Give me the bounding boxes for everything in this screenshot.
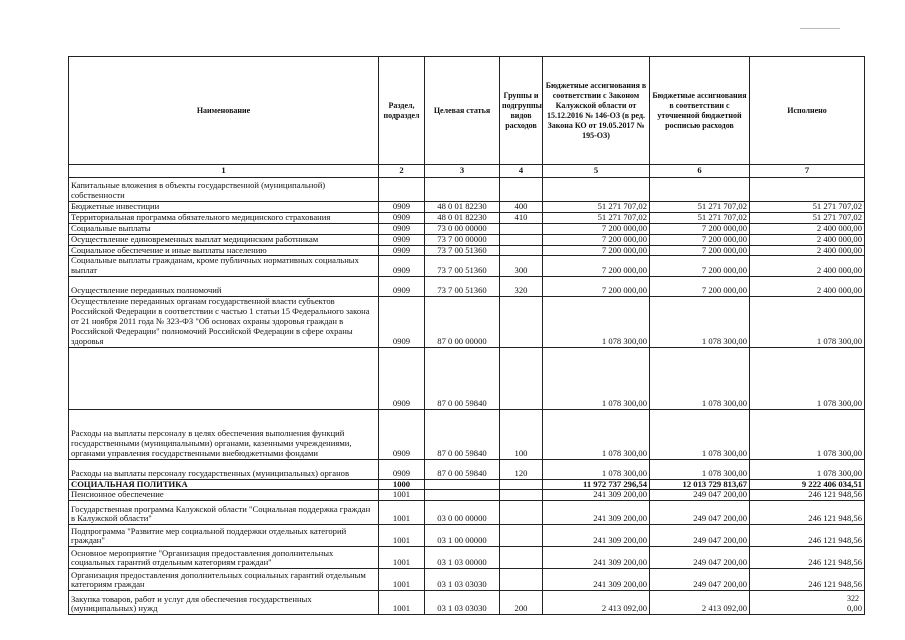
cell-name: Социальные выплаты	[69, 223, 379, 234]
cell-executed: 51 271 707,02	[750, 212, 865, 223]
cell-executed: 1 078 300,00	[750, 347, 865, 409]
cell-name: Основное мероприятие "Организация предоставления дополнительных социальных гарантий отдельным категориям граждан"	[69, 547, 379, 569]
cell-section: 0909	[379, 202, 425, 213]
budget-table	[68, 56, 865, 615]
cell-executed: 1 078 300,00	[750, 297, 865, 347]
cell-assign-refined: 7 200 000,00	[650, 277, 750, 297]
cell-target: 73 7 00 51360	[425, 245, 500, 256]
cell-section: 1001	[379, 569, 425, 591]
table-row	[69, 178, 865, 202]
cell-executed: 2 400 000,00	[750, 277, 865, 297]
cell-assign-law: 241 309 200,00	[543, 525, 650, 547]
cell-target: 03 1 03 00000	[425, 547, 500, 569]
cell-assign-refined: 1 078 300,00	[650, 409, 750, 459]
cell-assign-law: 2 413 092,00	[543, 591, 650, 615]
cell-assign-law: 7 200 000,00	[543, 223, 650, 234]
table-row	[69, 547, 865, 569]
cell-section: 0909	[379, 409, 425, 459]
cell-executed: 246 121 948,56	[750, 525, 865, 547]
table-row	[69, 256, 865, 277]
cell-name	[69, 347, 379, 409]
col-number: 7	[750, 165, 865, 178]
cell-section: 1001	[379, 490, 425, 501]
cell-group	[500, 525, 543, 547]
cell-target: 87 0 00 59840	[425, 459, 500, 479]
cell-group	[500, 547, 543, 569]
cell-target: 03 1 03 03030	[425, 569, 500, 591]
cell-assign-law: 1 078 300,00	[543, 297, 650, 347]
col-number: 3	[425, 165, 500, 178]
cell-target: 48 0 01 82230	[425, 202, 500, 213]
table-row	[69, 245, 865, 256]
cell-assign-law: 241 309 200,00	[543, 490, 650, 501]
cell-assign-law: 51 271 707,02	[543, 202, 650, 213]
cell-section: 1001	[379, 547, 425, 569]
cell-group	[500, 234, 543, 245]
cell-target: 03 1 00 00000	[425, 525, 500, 547]
cell-executed: 2 400 000,00	[750, 256, 865, 277]
col-header-assign-law: Бюджетные ассигнования в соответствии с Законом Калужской области от 15.12.2016 № 146-ОЗ (в ред. Закона КО от 19.05.2017 № 195-ОЗ)	[543, 57, 650, 165]
cell-group: 410	[500, 212, 543, 223]
cell-assign-law: 51 271 707,02	[543, 212, 650, 223]
cell-group: 400	[500, 202, 543, 213]
cell-executed: 9 222 406 034,51	[750, 479, 865, 490]
cell-assign-refined: 2 413 092,00	[650, 591, 750, 615]
cell-section: 0909	[379, 459, 425, 479]
cell-group: 320	[500, 277, 543, 297]
cell-target: 73 7 00 51360	[425, 277, 500, 297]
cell-assign-refined: 51 271 707,02	[650, 212, 750, 223]
cell-target: 87 0 00 00000	[425, 297, 500, 347]
table-row	[69, 202, 865, 213]
cell-assign-refined: 7 200 000,00	[650, 223, 750, 234]
cell-name: Осуществление переданных полномочий	[69, 277, 379, 297]
column-number-row	[69, 165, 865, 178]
cell-name: Капитальные вложения в объекты государственной (муниципальной) собственности	[69, 178, 379, 202]
cell-group	[500, 569, 543, 591]
cell-group	[500, 223, 543, 234]
cell-executed: 2 400 000,00	[750, 223, 865, 234]
cell-assign-refined: 249 047 200,00	[650, 490, 750, 501]
table-row	[69, 591, 865, 615]
table-row	[69, 459, 865, 479]
cell-assign-law: 7 200 000,00	[543, 234, 650, 245]
cell-group	[500, 501, 543, 525]
cell-assign-refined	[650, 178, 750, 202]
cell-name: Бюджетные инвестиции	[69, 202, 379, 213]
col-header-assign-refined: Бюджетные ассигнования в соответствии с уточненной бюджетной росписью расходов	[650, 57, 750, 165]
cell-executed: 51 271 707,02	[750, 202, 865, 213]
cell-assign-refined: 1 078 300,00	[650, 347, 750, 409]
cell-name: Осуществление переданных органам государственной власти субъектов Российской Федерации в соответствии с частью 1 статьи 15 Федерального закона от 21 ноября 2011 года № 323-ФЗ "Об основах охраны здоровья граждан в Российской Федерации" полномочий Российской Федерации в сфере охраны здоровья	[69, 297, 379, 347]
table-row	[69, 212, 865, 223]
table-row	[69, 501, 865, 525]
table-row	[69, 347, 865, 409]
cell-name: Расходы на выплаты персоналу государственных (муниципальных) органов	[69, 459, 379, 479]
cell-assign-refined: 249 047 200,00	[650, 501, 750, 525]
cell-name: Государственная программа Калужской области "Социальная поддержка граждан в Калужской области"	[69, 501, 379, 525]
cell-executed: 2 400 000,00	[750, 245, 865, 256]
cell-target	[425, 490, 500, 501]
cell-group: 100	[500, 409, 543, 459]
cell-executed: 0,00	[750, 591, 865, 615]
cell-section: 0909	[379, 347, 425, 409]
col-number: 2	[379, 165, 425, 178]
col-header-executed: Исполнено	[750, 57, 865, 165]
scan-mark	[800, 28, 840, 29]
cell-target	[425, 178, 500, 202]
cell-executed: 1 078 300,00	[750, 459, 865, 479]
cell-assign-refined: 1 078 300,00	[650, 459, 750, 479]
cell-name: Осуществление единовременных выплат медицинским работникам	[69, 234, 379, 245]
table-row	[69, 490, 865, 501]
cell-assign-refined: 7 200 000,00	[650, 256, 750, 277]
cell-section: 0909	[379, 277, 425, 297]
cell-executed: 2 400 000,00	[750, 234, 865, 245]
cell-name: Социальные выплаты гражданам, кроме публичных нормативных социальных выплат	[69, 256, 379, 277]
cell-target: 73 7 00 51360	[425, 256, 500, 277]
cell-assign-law: 241 309 200,00	[543, 501, 650, 525]
cell-assign-law	[543, 178, 650, 202]
col-header-name: Наименование	[69, 57, 379, 165]
cell-name: Организация предоставления дополнительных социальных гарантий отдельным категориям граждан	[69, 569, 379, 591]
cell-section: 0909	[379, 234, 425, 245]
cell-section: 1001	[379, 501, 425, 525]
cell-assign-law: 11 972 737 296,54	[543, 479, 650, 490]
table-row	[69, 277, 865, 297]
cell-name: Расходы на выплаты персоналу в целях обеспечения выполнения функций государственными (муниципальными) органами, казенными учреждениями, органами управления государственными внебюджетными фондами	[69, 409, 379, 459]
cell-group: 300	[500, 256, 543, 277]
cell-assign-refined: 7 200 000,00	[650, 234, 750, 245]
col-number: 5	[543, 165, 650, 178]
cell-assign-law: 1 078 300,00	[543, 409, 650, 459]
cell-group	[500, 178, 543, 202]
cell-group	[500, 297, 543, 347]
col-header-groups: Группы и подгруппы видов расходов	[500, 57, 543, 165]
header-row	[69, 57, 865, 165]
cell-assign-law: 241 309 200,00	[543, 547, 650, 569]
cell-executed: 246 121 948,56	[750, 547, 865, 569]
table-row	[69, 223, 865, 234]
cell-group: 200	[500, 591, 543, 615]
cell-section: 0909	[379, 212, 425, 223]
cell-assign-law: 1 078 300,00	[543, 347, 650, 409]
cell-name: Подпрограмма "Развитие мер социальной поддержки отдельных категорий граждан"	[69, 525, 379, 547]
cell-executed: 246 121 948,56	[750, 569, 865, 591]
cell-name: Закупка товаров, работ и услуг для обеспечения государственных (муниципальных) нужд	[69, 591, 379, 615]
cell-group	[500, 479, 543, 490]
col-header-target: Целевая статья	[425, 57, 500, 165]
cell-assign-refined: 1 078 300,00	[650, 297, 750, 347]
table-row	[69, 297, 865, 347]
table-row	[69, 525, 865, 547]
table-body	[69, 178, 865, 615]
cell-group	[500, 347, 543, 409]
cell-assign-law: 7 200 000,00	[543, 256, 650, 277]
cell-target: 87 0 00 59840	[425, 409, 500, 459]
cell-assign-refined: 12 013 729 813,67	[650, 479, 750, 490]
cell-section: 0909	[379, 256, 425, 277]
cell-section: 1001	[379, 591, 425, 615]
col-number: 4	[500, 165, 543, 178]
cell-assign-refined: 249 047 200,00	[650, 525, 750, 547]
cell-assign-refined: 51 271 707,02	[650, 202, 750, 213]
cell-target: 73 0 00 00000	[425, 223, 500, 234]
table-row	[69, 234, 865, 245]
cell-section: 1000	[379, 479, 425, 490]
cell-group	[500, 245, 543, 256]
cell-target: 87 0 00 59840	[425, 347, 500, 409]
cell-assign-law: 7 200 000,00	[543, 245, 650, 256]
cell-executed: 1 078 300,00	[750, 409, 865, 459]
table-row	[69, 569, 865, 591]
cell-assign-refined: 7 200 000,00	[650, 245, 750, 256]
col-number: 1	[69, 165, 379, 178]
cell-target: 73 7 00 00000	[425, 234, 500, 245]
cell-name: Территориальная программа обязательного медицинского страхования	[69, 212, 379, 223]
cell-executed	[750, 178, 865, 202]
cell-section: 1001	[379, 525, 425, 547]
cell-assign-law: 7 200 000,00	[543, 277, 650, 297]
cell-group: 120	[500, 459, 543, 479]
cell-group	[500, 490, 543, 501]
page-number: 322	[847, 594, 859, 603]
cell-section	[379, 178, 425, 202]
cell-target: 03 1 03 03030	[425, 591, 500, 615]
cell-section: 0909	[379, 297, 425, 347]
col-number: 6	[650, 165, 750, 178]
cell-target	[425, 479, 500, 490]
cell-executed: 246 121 948,56	[750, 490, 865, 501]
cell-name: Пенсионное обеспечение	[69, 490, 379, 501]
cell-assign-refined: 249 047 200,00	[650, 547, 750, 569]
cell-section: 0909	[379, 245, 425, 256]
cell-section: 0909	[379, 223, 425, 234]
col-header-section: Раздел, подраздел	[379, 57, 425, 165]
cell-name: Социальное обеспечение и иные выплаты населению	[69, 245, 379, 256]
cell-assign-refined: 249 047 200,00	[650, 569, 750, 591]
cell-assign-law: 241 309 200,00	[543, 569, 650, 591]
table-row	[69, 479, 865, 490]
cell-target: 03 0 00 00000	[425, 501, 500, 525]
cell-name: СОЦИАЛЬНАЯ ПОЛИТИКА	[69, 479, 379, 490]
cell-executed: 246 121 948,56	[750, 501, 865, 525]
cell-target: 48 0 01 82230	[425, 212, 500, 223]
cell-assign-law: 1 078 300,00	[543, 459, 650, 479]
table-row	[69, 409, 865, 459]
